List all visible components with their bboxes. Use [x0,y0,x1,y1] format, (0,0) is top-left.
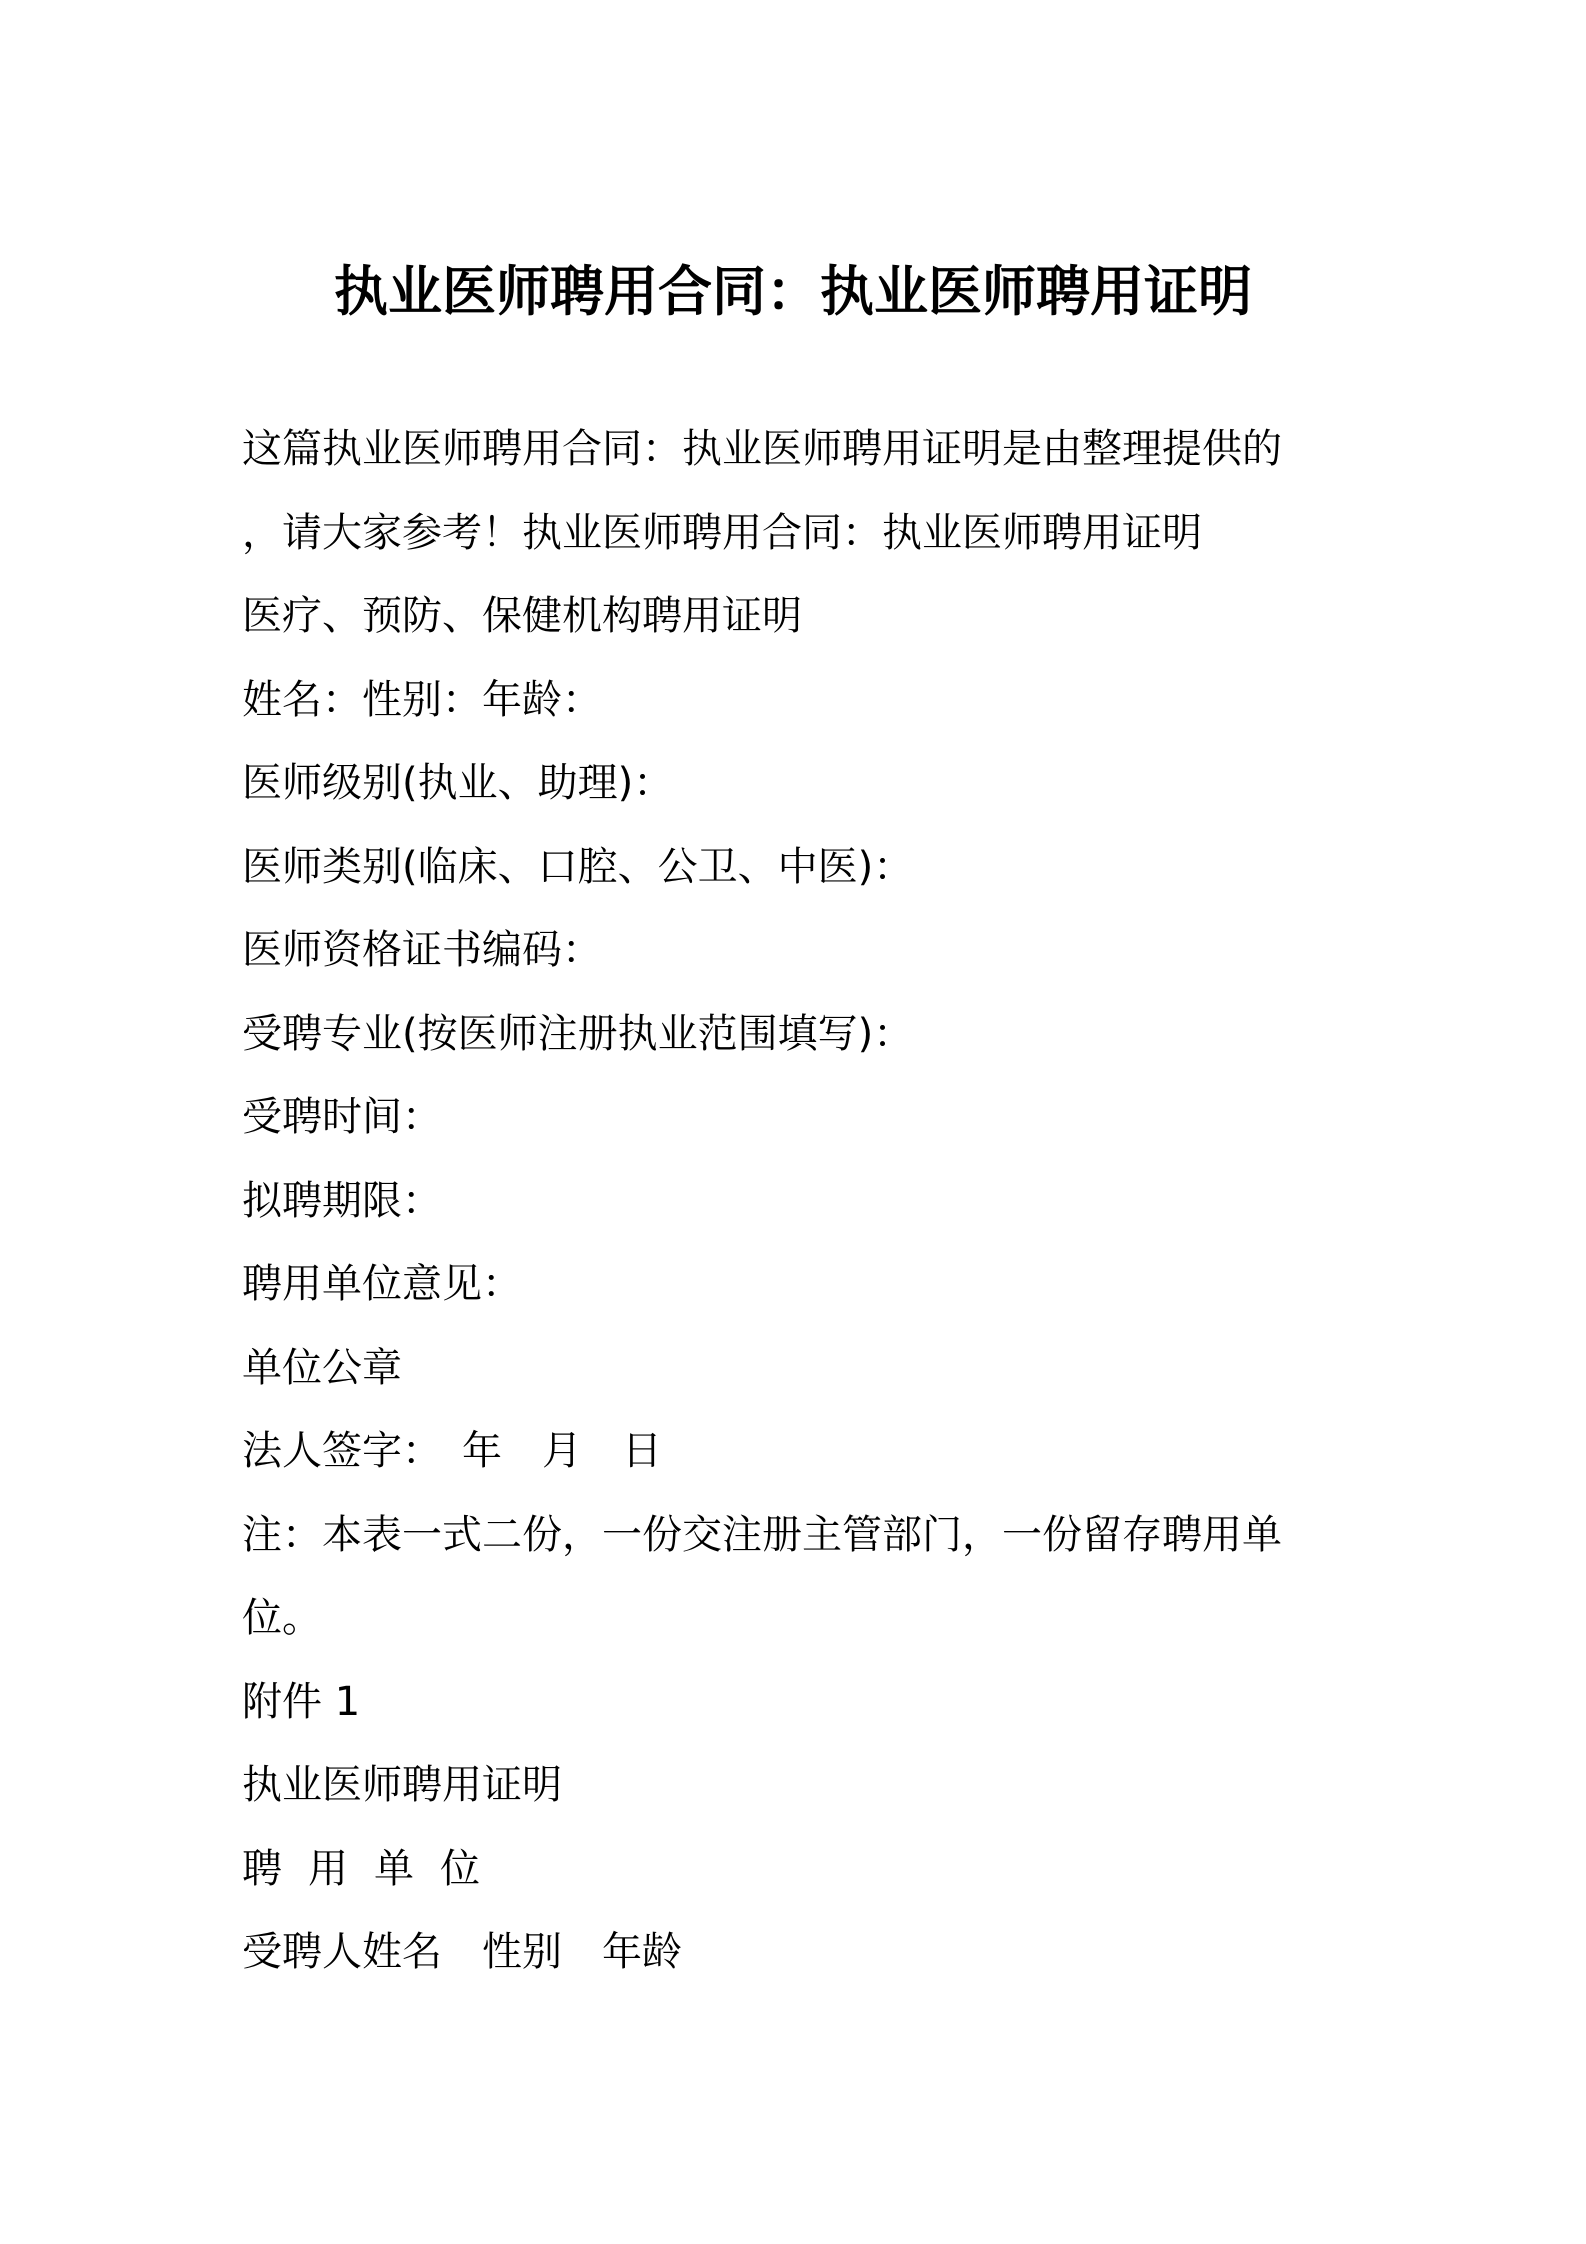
attachment-title: 执业医师聘用证明 [242,1762,562,1808]
field-employer-unit: 聘用单位 [242,1845,506,1892]
field-legal-signature-date: 法人签字： 年 月 日 [242,1428,662,1474]
field-employer-opinion: 聘用单位意见： [242,1261,522,1307]
field-unit-seal: 单位公章 [242,1344,402,1391]
note-line-1: 注：本表一式二份，一份交注册主管部门，一份留存聘用单 [242,1511,1282,1558]
document-title: 执业医师聘用合同：执业医师聘用证明 [334,260,1252,323]
field-specialty: 受聘专业(按医师注册执业范围填写)： [242,1010,914,1057]
field-name-gender-age: 姓名：性别：年龄： [242,676,602,723]
field-physician-level: 医师级别(执业、助理)： [242,760,674,806]
field-qualification-number: 医师资格证书编码： [242,927,602,973]
intro-line-1: 这篇执业医师聘用合同：执业医师聘用证明是由整理提供的 [242,426,1282,472]
intro-line-2: ，请大家参考！执业医师聘用合同：执业医师聘用证明 [242,509,1202,556]
field-employee-name-gender-age: 受聘人姓名 性别 年龄 [242,1929,682,1975]
field-physician-category: 医师类别(临床、口腔、公卫、中医)： [242,843,914,890]
note-line-2: 位。 [242,1595,322,1641]
document-body [242,408,1352,1995]
field-employment-term: 拟聘期限： [242,1177,442,1224]
attachment-label: 附件 1 [242,1678,361,1725]
field-employment-time: 受聘时间： [242,1094,442,1140]
certificate-heading: 医疗、预防、保健机构聘用证明 [242,593,802,639]
